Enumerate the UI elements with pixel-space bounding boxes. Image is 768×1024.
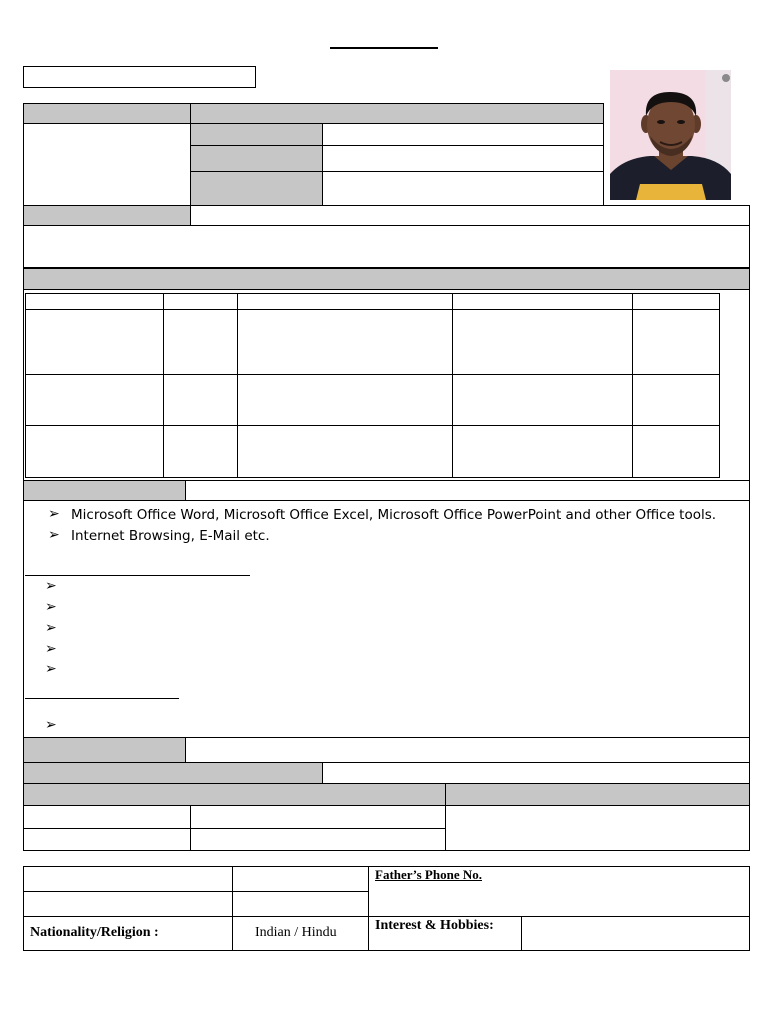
info-label-3: [190, 171, 323, 206]
lower-cell: [190, 805, 446, 829]
lower-value-1: [185, 737, 750, 763]
lower-header-3: [23, 783, 446, 806]
interests-label: Interest & Hobbies:: [375, 918, 494, 933]
education-table-row-line: [25, 374, 720, 375]
objective-body: [23, 225, 750, 268]
education-table-col-line: [632, 293, 633, 478]
education-header: [23, 268, 750, 290]
lower-cell: [23, 805, 191, 829]
lower-cell: [190, 828, 446, 851]
subsection-underline: [25, 575, 250, 576]
personal-table-line: [23, 891, 369, 892]
personal-table-line: [521, 916, 522, 951]
lower-cell-right: [445, 805, 750, 851]
education-table: [25, 293, 720, 478]
title-underline: [330, 47, 438, 49]
info-label-2: [190, 145, 323, 172]
arrow-bullet-icon: ➢: [45, 661, 57, 677]
skills-header-right: [185, 480, 750, 501]
info-value-2: [322, 145, 604, 172]
subsection-underline: [25, 698, 179, 699]
education-table-col-line: [452, 293, 453, 478]
skill-item: Microsoft Office Word, Microsoft Office Excel, Microsoft Office PowerPoint and other Office tools.: [71, 507, 717, 523]
skill-item: Internet Browsing, E-Mail etc.: [71, 528, 270, 544]
education-table-col-line: [163, 293, 164, 478]
info-value-3: [322, 171, 604, 206]
lower-value-2: [322, 762, 750, 784]
name-field: [23, 66, 256, 88]
arrow-bullet-icon: ➢: [45, 717, 57, 733]
person-photo-icon: [610, 70, 731, 200]
education-table-header-line: [25, 309, 720, 310]
arrow-bullet-icon: ➢: [45, 641, 57, 657]
skills-header: [23, 480, 186, 501]
lower-header-4: [445, 783, 750, 806]
profile-photo: [610, 70, 731, 200]
nationality-label: Nationality/Religion :: [30, 925, 159, 940]
education-table-col-line: [237, 293, 238, 478]
personal-table-line: [232, 866, 233, 951]
arrow-bullet-icon: ➢: [45, 599, 57, 615]
lower-header-1: [23, 737, 186, 763]
arrow-bullet-icon: ➢: [45, 620, 57, 636]
info-label-1: [190, 123, 323, 146]
info-left-cell: [23, 123, 191, 206]
header-label-cell: [23, 103, 191, 124]
personal-table-line: [368, 866, 369, 951]
fathers-phone-label: Father’s Phone No.: [375, 867, 482, 882]
nationality-value: Indian / Hindu: [255, 925, 337, 940]
objective-header-right: [190, 205, 750, 226]
header-title-cell: [190, 103, 604, 124]
lower-header-2: [23, 762, 323, 784]
lower-cell: [23, 828, 191, 851]
objective-header: [23, 205, 191, 226]
personal-table-line: [23, 916, 750, 917]
info-value-1: [322, 123, 604, 146]
arrow-bullet-icon: ➢: [48, 506, 60, 522]
arrow-bullet-icon: ➢: [48, 527, 60, 543]
arrow-bullet-icon: ➢: [45, 578, 57, 594]
education-table-row-line: [25, 425, 720, 426]
